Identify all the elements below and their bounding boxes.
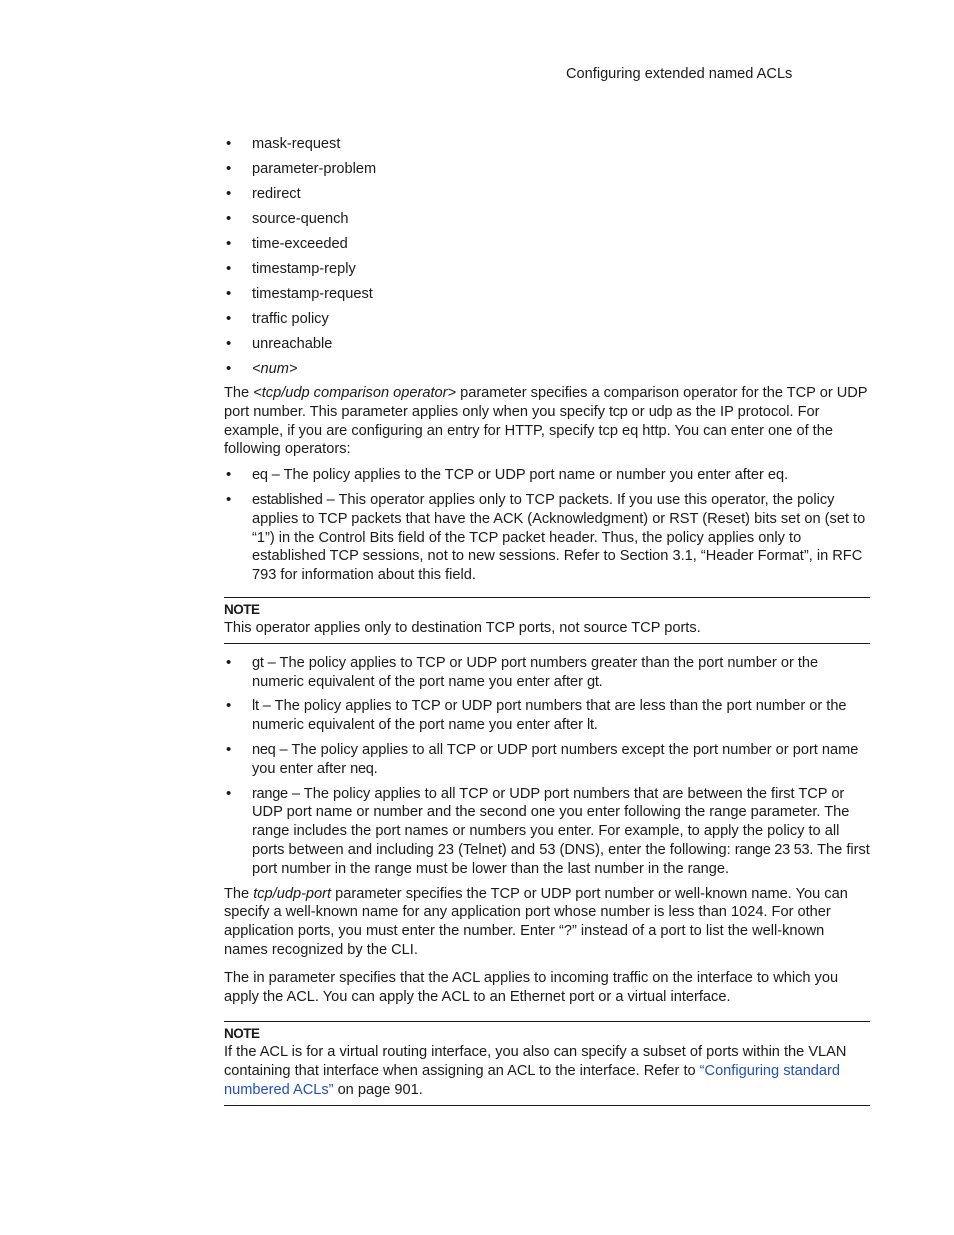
param-name: tcp/udp-port <box>253 885 332 902</box>
param-name: <tcp/udp comparison operator> <box>253 385 457 401</box>
list-item: • mask-request <box>224 134 870 159</box>
icmp-type-list <box>224 134 870 384</box>
num-param: <num> <box>252 361 298 377</box>
list-item: • parameter-problem <box>224 159 870 184</box>
keyword: gt <box>252 654 264 671</box>
list-item: • timestamp-reply <box>224 259 870 284</box>
note-title: NOTE <box>224 601 260 617</box>
keyword: neq <box>350 760 374 777</box>
keyword: tcp <box>609 403 628 420</box>
list-item <box>224 359 870 384</box>
note-text: This operator applies only to destination TCP ports, not source TCP ports. <box>224 619 701 636</box>
note-text: If the ACL is for a virtual routing interface, you also can specify a subset of ports within the VLAN containing that interface when assigning an ACL to the interface. Refer to “Configuring standard numbered ACLs” on page 901. <box>224 1044 847 1098</box>
list-item-neq: • neq – The policy applies to all TCP or UDP port numbers except the port number or port name you enter after neq. <box>224 741 870 779</box>
list-item-eq: • eq – The policy applies to the TCP or UDP port name or number you enter after eq. <box>224 466 870 485</box>
comparison-operator-paragraph: The <tcp/udp comparison operator> parameter specifies a comparison operator for the TCP or UDP port number. This parameter applies only when you specify tcp or udp as the IP protocol. For example, if you are configuring an entry for HTTP, specify tcp eq http. You can enter one of the following operators: <box>224 385 868 458</box>
keyword: gt <box>587 673 599 690</box>
keyword: eq <box>252 467 268 484</box>
keyword: range 23 53 <box>734 841 810 858</box>
list-item: • timestamp-request <box>224 284 870 309</box>
keyword: udp <box>648 403 673 420</box>
keyword: neq <box>252 741 276 758</box>
note-box-2 <box>224 1021 870 1105</box>
operator-list <box>224 466 870 585</box>
list-item-lt: • lt – The policy applies to TCP or UDP port numbers that are less than the port number or the numeric equivalent of the port name you enter after lt. <box>224 697 870 735</box>
note-box <box>224 597 870 644</box>
running-header: Configuring extended named ACLs <box>566 66 793 82</box>
list-item-established: • established – This operator applies only to TCP packets. If you use this operator, the policy applies to TCP packets that have the ACK (Acknowledgment) or RST (Reset) bits set on (set to “1”) in the Control Bits field of the TCP packet header. Thus, the policy applies only to established TCP sessions, not to new sessions. Refer to Section 3.1, “Header Format”, in RFC 793 for information about this field. <box>224 491 870 585</box>
in-parameter-paragraph: The in parameter specifies that the ACL applies to incoming traffic on the interface to which you apply the ACL. You can apply the ACL to an Ethernet port or a virtual interface. <box>224 969 839 1005</box>
keyword: established <box>252 491 323 508</box>
list-item: • traffic policy <box>224 309 870 334</box>
tcp-udp-port-paragraph: The tcp/udp-port parameter specifies the TCP or UDP port number or well-known name. You can specify a well-known name for any application port whose number is less than 1024. For other application ports, you must enter the number. Enter “?” instead of a port to list the well-known names recognized by the CLI. <box>224 885 848 958</box>
note-title: NOTE <box>224 1026 260 1042</box>
list-item-gt: • gt – The policy applies to TCP or UDP port numbers greater than the port number or the numeric equivalent of the port name you enter after gt. <box>224 654 870 692</box>
cross-reference-link[interactable]: “Configuring standard numbered ACLs” <box>224 1063 841 1098</box>
list-item: • unreachable <box>224 334 870 359</box>
keyword: lt <box>587 717 594 734</box>
list-item: • source-quench <box>224 209 870 234</box>
operator-list-2 <box>224 654 870 879</box>
keyword: lt <box>252 698 259 715</box>
page-content <box>224 134 870 1106</box>
list-item: • redirect <box>224 184 870 209</box>
keyword: range <box>252 785 288 802</box>
list-item-range: • range – The policy applies to all TCP or UDP port numbers that are between the first TCP or UDP port name or number and the second one you enter following the range parameter. The range includes the port names or numbers you enter. For example, to apply the policy to all ports between and including 23 (Telnet) and 53 (DNS), enter the following: range 23 53. The first port number in the range must be lower than the last number in the range. <box>224 785 870 879</box>
list-item: • time-exceeded <box>224 234 870 259</box>
